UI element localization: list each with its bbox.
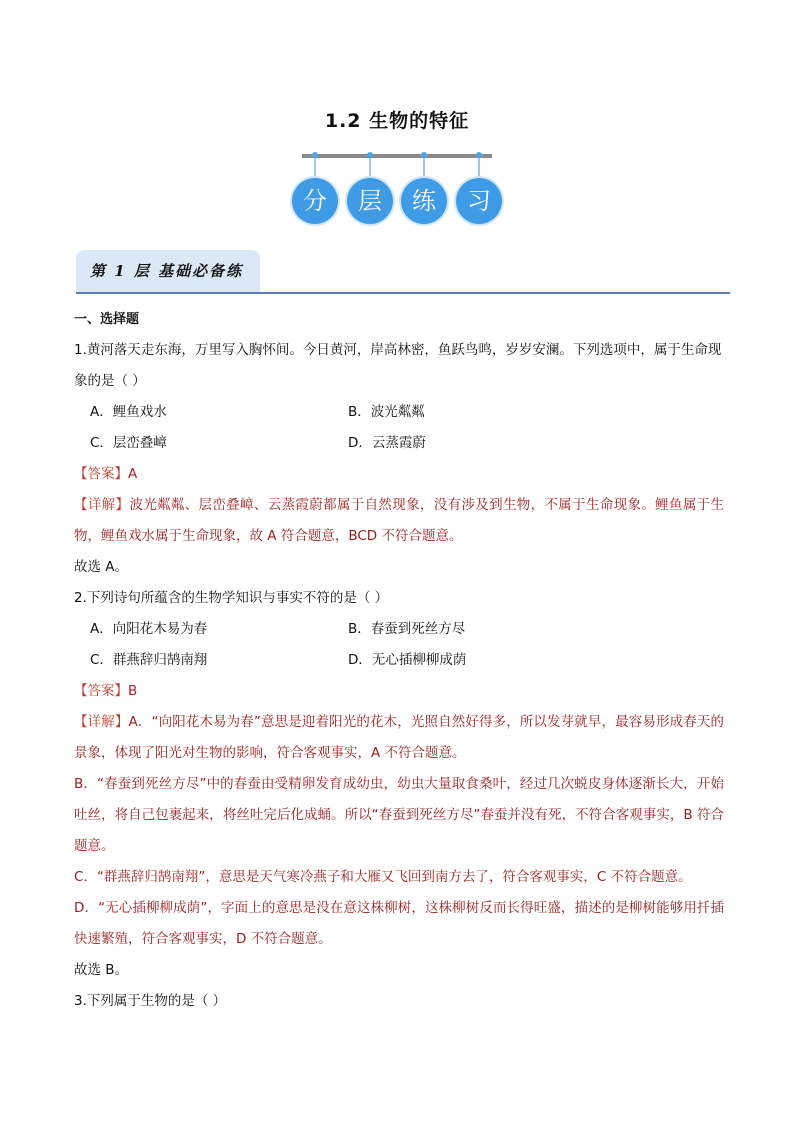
conclusion: 故选 B。 (74, 962, 129, 978)
answer-tag: 【答案】 (74, 683, 128, 699)
option: C．层峦叠嶂 (90, 435, 167, 451)
options (74, 614, 724, 676)
banner-badge: 习 (456, 178, 502, 224)
answer-tag: 【答案】 (74, 466, 128, 482)
detail (74, 707, 724, 769)
banner-badge: 练 (401, 178, 447, 224)
option: D．无心插柳柳成荫 (348, 652, 467, 668)
level-tab: 第 1 层 基础必备练 (76, 250, 260, 293)
decor-line (423, 158, 425, 180)
section-title: 一、选择题 (74, 312, 140, 327)
question-1 (74, 335, 724, 583)
answer (74, 459, 724, 490)
content (74, 302, 724, 1017)
page-title: 1.2 生物的特征 (324, 110, 470, 132)
detail-text: A．“向阳花木易为春”意思是迎着阳光的花木，光照自然好得多，所以发芽就早，最容易形成春天的景象，体现了阳光对生物的影响，符合客观事实，A 不符合题意。 (74, 714, 724, 761)
answer (74, 676, 724, 707)
banner-badge: 层 (347, 178, 393, 224)
option: D．云蒸霞蔚 (348, 435, 426, 451)
option: B．波光粼粼 (348, 404, 425, 420)
question-stem: 2.下列诗句所蕴含的生物学知识与事实不符的是（ ） (74, 590, 389, 606)
detail-tag: 【详解】 (74, 497, 130, 513)
conclusion: 故选 A。 (74, 559, 129, 575)
option: A．鲤鱼戏水 (90, 404, 167, 420)
detail-text: 波光粼粼、层峦叠嶂、云蒸霞蔚都属于自然现象，没有涉及到生物，不属于生命现象。鲤鱼属于生物，鲤鱼戏水属于生命现象，故 A 符合题意，BCD 不符合题意。 (74, 497, 725, 544)
decor-line (314, 158, 316, 180)
option: A．向阳花木易为春 (90, 621, 208, 637)
detail-tag: 【详解】 (74, 714, 129, 730)
answer-value: B (128, 683, 138, 699)
option: B．春蚕到死丝方尽 (348, 621, 466, 637)
option: C．群燕辞归鹄南翔 (90, 652, 208, 668)
level-divider (76, 292, 730, 294)
decor-line (478, 158, 480, 180)
detail-text: C．“群燕辞归鹄南翔”，意思是天气寒冷燕子和大雁又飞回到南方去了，符合客观事实，C 不符合题意。 (74, 869, 692, 885)
detail-text: B．“春蚕到死丝方尽”中的春蚕由受精卵发育成幼虫，幼虫大量取食桑叶，经过几次蜕皮身体逐渐长大，开始吐丝，将自己包裹起来，将丝吐完后化成蛹。所以“春蚕到死丝方尽”春蚕并没有死，不符合客观事实，B 符合题意。 (74, 776, 724, 854)
detail-text: D．“无心插柳柳成荫”，字面上的意思是没在意这株柳树，这株柳树反而长得旺盛，描述的是柳树能够用扦插快速繁殖，符合客观事实，D 不符合题意。 (74, 900, 724, 947)
decor-line (369, 158, 371, 180)
answer-value: A (128, 466, 138, 482)
banner-badge: 分 (292, 178, 338, 224)
options (74, 397, 724, 459)
decor-bar (302, 154, 492, 158)
detail (74, 490, 724, 552)
question-2 (74, 583, 724, 986)
question-stem: 3.下列属于生物的是（ ） (74, 993, 227, 1009)
question-stem: 1.黄河落天走东海，万里写入胸怀间。今日黄河，岸高林密，鱼跃鸟鸣，岁岁安澜。下列选项中，属于生命现象的是（ ） (74, 342, 722, 389)
question-3 (74, 986, 724, 1017)
